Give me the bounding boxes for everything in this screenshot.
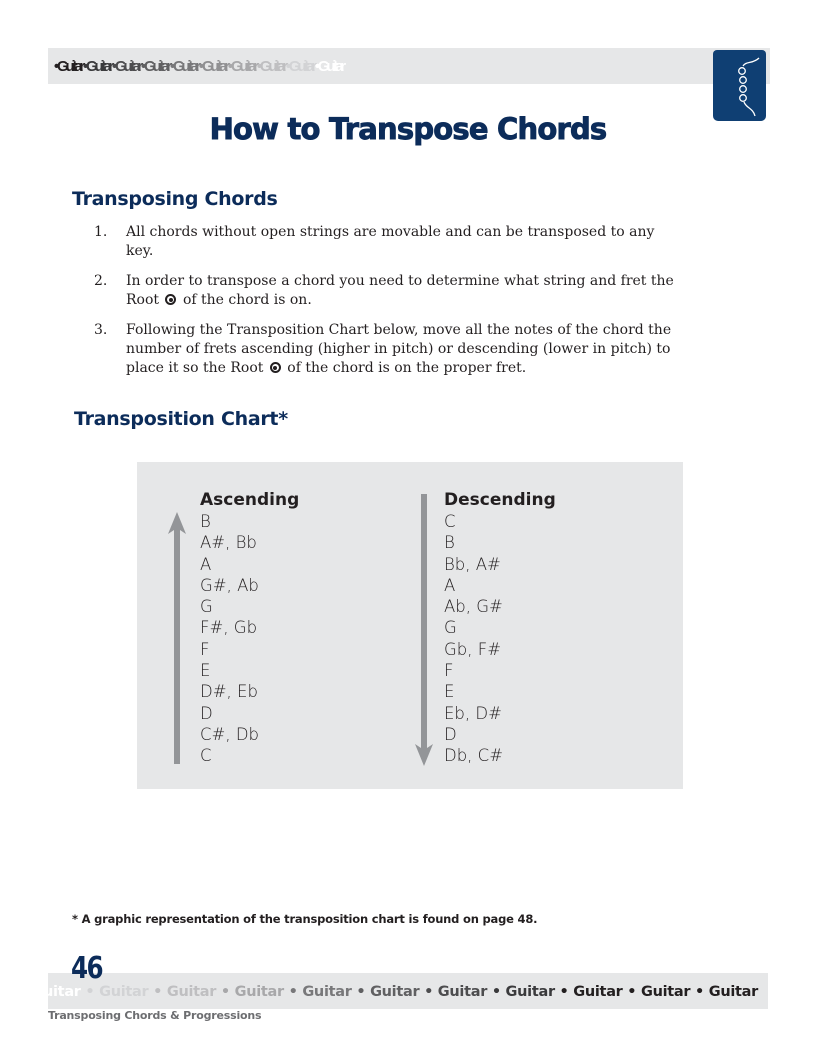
band-label: Guitar — [505, 984, 555, 1000]
note-item: G — [444, 618, 457, 638]
note-item: Db, C# — [444, 746, 504, 766]
note-item: E — [444, 682, 455, 702]
note-item: F — [444, 661, 454, 681]
note-item: Ab, G# — [444, 597, 503, 617]
band-item — [560, 984, 623, 1000]
band-item — [289, 984, 352, 1000]
note-item: D — [444, 724, 457, 744]
band-separator: • — [82, 58, 86, 75]
band-label: Guitar — [172, 58, 198, 75]
band-separator: • — [559, 984, 569, 1000]
band-item — [627, 984, 690, 1000]
band-item — [112, 58, 140, 75]
ascending-notes — [200, 511, 299, 767]
band-separator: • — [85, 984, 95, 1000]
step-text: In order to transpose a chord you need to determine what string and fret the Root — [126, 273, 674, 308]
step-item — [94, 321, 684, 378]
step-number: 3. — [94, 322, 108, 338]
note-item: C — [200, 746, 212, 766]
band-label: Guitar — [259, 58, 285, 75]
band-separator: • — [314, 58, 317, 75]
note-item: E — [200, 661, 211, 681]
band-separator: • — [153, 984, 163, 1000]
page-title: How to Transpose Chords — [209, 112, 607, 146]
guitar-string-tab-icon — [713, 50, 766, 121]
step-text: All chords without open strings are movable and can be transposed to any key. — [126, 224, 655, 259]
note-item: B — [200, 512, 211, 531]
note-item: Gb, F# — [444, 639, 502, 659]
band-label: Guitar — [230, 58, 256, 75]
root-note-icon — [165, 294, 176, 305]
note-item: F#, Gb — [200, 618, 258, 638]
band-label: Guitar — [166, 984, 217, 1000]
band-label: Guitar — [317, 58, 343, 75]
step-item — [94, 272, 684, 310]
band-separator: • — [140, 58, 144, 75]
band-separator: • — [256, 58, 259, 75]
band-label: Guitar — [641, 984, 691, 1000]
band-item — [170, 58, 198, 75]
ascending-column — [200, 489, 299, 767]
note-item: B — [444, 533, 455, 553]
band-item — [695, 984, 758, 1000]
band-item — [54, 58, 82, 75]
step-number: 1. — [94, 224, 108, 240]
band-separator: • — [169, 58, 172, 75]
note-item: C#, Db — [200, 724, 260, 744]
band-item — [141, 58, 169, 75]
descending-arrow-icon — [414, 494, 434, 766]
band-separator: • — [627, 984, 637, 1000]
band-separator: • — [54, 58, 57, 75]
band-separator: • — [695, 984, 704, 1000]
band-item — [83, 58, 111, 75]
band-separator: • — [288, 984, 298, 1000]
note-item: A — [444, 575, 456, 595]
band-label: Guitar — [86, 58, 111, 75]
header-band-text — [54, 48, 706, 84]
transposition-chart — [137, 462, 683, 789]
note-item: F — [200, 639, 210, 659]
note-item: A — [200, 554, 212, 574]
band-separator: • — [227, 58, 230, 75]
ascending-arrow-icon — [167, 512, 187, 764]
band-item — [257, 58, 285, 75]
descending-title: Descending — [444, 490, 556, 510]
band-label: Guitar — [234, 984, 284, 1000]
band-label: Guitar — [302, 984, 352, 1000]
note-item: Eb, D# — [444, 703, 502, 723]
band-separator: • — [285, 58, 288, 75]
step-number: 2. — [94, 273, 108, 289]
band-item — [356, 984, 419, 1000]
band-item — [221, 984, 284, 1000]
band-label: Guitar — [437, 984, 488, 1000]
running-footer-title: Transposing Chords & Progressions — [48, 1009, 262, 1022]
band-label: Guitar — [115, 58, 140, 75]
band-separator: • — [491, 984, 501, 1000]
page-number: 46 — [71, 951, 102, 986]
band-label: Guitar — [573, 984, 623, 1000]
band-item — [228, 58, 256, 75]
footer-band — [17, 973, 768, 1009]
step-text: Following the Transposition Chart below, move all the notes of the chord the number of frets ascending (higher in pitch) or descending (lower in pitch) to place it so the Root — [126, 322, 672, 376]
note-item: Bb, A# — [444, 554, 501, 574]
band-label: Guitar — [288, 58, 314, 75]
note-item: C — [444, 512, 456, 531]
band-separator: • — [356, 984, 366, 1000]
note-item: G#, Ab — [200, 575, 259, 595]
note-item: D#, Eb — [200, 682, 258, 702]
section-heading-transposing: Transposing Chords — [72, 188, 278, 210]
band-item — [424, 984, 487, 1000]
band-separator: • — [220, 984, 230, 1000]
band-label: Guitar — [201, 58, 227, 75]
descending-notes — [444, 511, 556, 767]
note-item: G — [200, 597, 213, 617]
root-note-icon — [270, 362, 281, 373]
step-item — [94, 223, 684, 261]
step-text-continued: of the chord is on the proper fret. — [287, 360, 527, 376]
band-item — [492, 984, 555, 1000]
band-separator: • — [424, 984, 434, 1000]
descending-column — [444, 489, 556, 767]
band-separator: • — [111, 58, 115, 75]
step-text-continued: of the chord is on. — [182, 292, 312, 308]
band-separator: • — [17, 984, 27, 1000]
band-label: Guitar — [143, 58, 169, 75]
ascending-title: Ascending — [200, 490, 300, 510]
section-heading-chart: Transposition Chart* — [74, 408, 288, 430]
note-item: A#, Bb — [200, 533, 257, 553]
band-label: Guitar — [708, 984, 758, 1000]
band-item — [199, 58, 227, 75]
band-label: Guitar — [370, 984, 420, 1000]
band-label: Guitar — [99, 984, 149, 1000]
footer-band-text — [18, 973, 758, 1009]
band-separator: • — [198, 58, 201, 75]
band-item — [315, 58, 343, 75]
band-label: Guitar — [57, 58, 83, 75]
band-label: Guitar — [31, 984, 81, 1000]
footnote: * A graphic representation of the transposition chart is found on page 48. — [72, 912, 538, 926]
band-item — [153, 984, 216, 1000]
steps-list — [94, 223, 684, 389]
header-band — [48, 48, 770, 84]
band-item — [286, 58, 314, 75]
note-item: D — [200, 703, 213, 723]
